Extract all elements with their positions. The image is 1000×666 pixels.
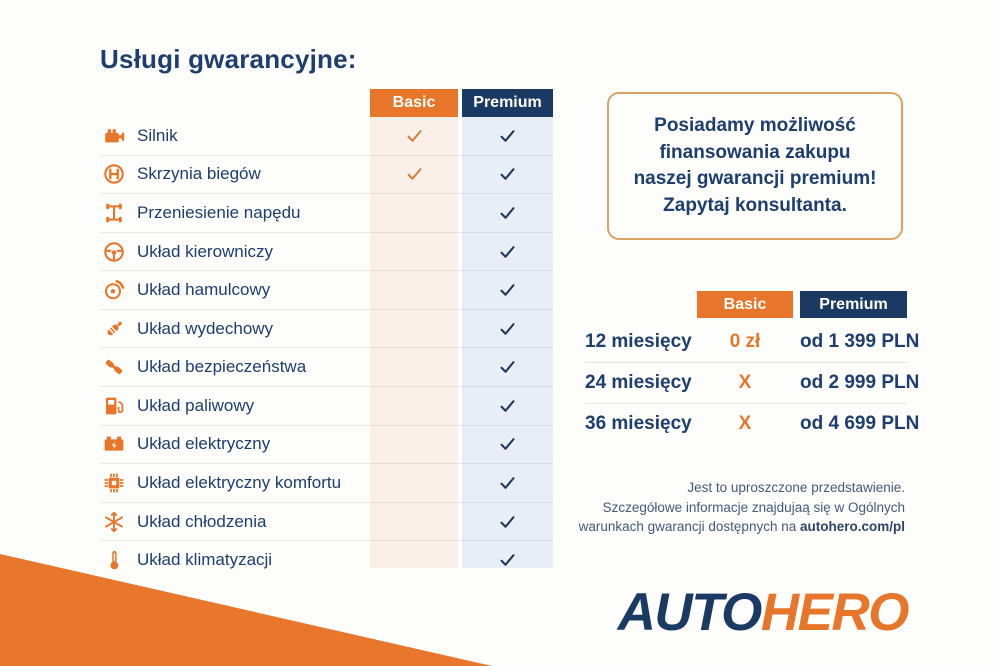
service-label: Układ klimatyzacji — [137, 550, 273, 570]
financing-promo-box — [607, 92, 903, 240]
premium-check-cell — [462, 358, 553, 377]
promo-line: Posiadamy możliwość — [654, 115, 856, 136]
table-row — [100, 310, 553, 349]
pricing-period: 12 miesięcy — [585, 331, 692, 352]
footer-line: Szczegółowe informacje znajdujaą się w Ogólnych — [602, 499, 905, 515]
footer-line: Jest to uproszczone przedstawienie. — [687, 480, 905, 495]
table-row — [100, 194, 553, 233]
steering-wheel-icon — [102, 240, 126, 264]
page-title: Usługi gwarancyjne: — [100, 44, 357, 74]
autohero-url: autohero.com/pl — [799, 519, 905, 534]
service-label: Układ hamulcowy — [137, 280, 271, 300]
premium-check-cell — [462, 126, 553, 145]
table-row — [100, 426, 553, 465]
drivetrain-icon — [102, 201, 126, 225]
service-label: Układ chłodzenia — [137, 511, 267, 531]
pricing-header-row — [585, 291, 907, 318]
service-label: Skrzynia biegów — [137, 164, 261, 184]
table-row — [100, 387, 553, 426]
pricing-premium-value: od 4 699 PLN — [800, 413, 920, 434]
pricing-row — [585, 362, 920, 403]
premium-check-cell — [462, 203, 553, 222]
brake-disc-icon — [102, 278, 126, 302]
pricing-period: 36 miesięcy — [585, 413, 692, 434]
premium-check-cell — [462, 165, 553, 184]
premium-check-cell — [462, 242, 553, 261]
basic-check-cell — [370, 126, 458, 145]
footer-line: warunkach gwarancji dostępnych na autohero.com/pl — [578, 519, 905, 534]
table-row — [100, 271, 553, 310]
thermometer-icon — [102, 548, 126, 572]
table-row — [100, 464, 553, 503]
table-row — [100, 541, 553, 579]
pricing-row — [585, 322, 920, 362]
column-header-basic: Basic — [370, 89, 458, 117]
table-row — [100, 348, 553, 387]
premium-check-cell — [462, 473, 553, 492]
service-label: Układ kierowniczy — [137, 241, 274, 261]
table-row — [100, 503, 553, 542]
service-label: Przeniesienie napędu — [137, 202, 301, 222]
table-row — [100, 117, 553, 156]
service-label: Silnik — [137, 125, 178, 145]
premium-check-cell — [462, 319, 553, 338]
pricing-premium-value: od 2 999 PLN — [800, 372, 920, 393]
promo-line: Zapytaj konsultanta. — [663, 194, 847, 216]
promo-line: finansowania zakupu — [659, 141, 851, 163]
battery-icon — [102, 432, 126, 456]
engine-icon — [102, 124, 126, 148]
pricing-basic-value: X — [738, 372, 752, 393]
service-label: Układ bezpieczeństwa — [137, 357, 307, 377]
pricing-basic-value: X — [738, 413, 752, 434]
fuel-pump-icon — [102, 394, 126, 418]
service-label: Układ elektryczny komfortu — [137, 472, 342, 492]
column-header-premium: Premium — [462, 89, 553, 117]
autohero-logo — [618, 582, 908, 643]
service-label: Układ elektryczny — [137, 434, 271, 454]
services-table — [100, 89, 553, 568]
table-row — [100, 233, 553, 272]
pricing-period: 24 miesięcy — [585, 372, 692, 393]
footer-note — [579, 478, 905, 537]
basic-check-cell — [370, 165, 458, 184]
service-label: Układ paliwowy — [137, 395, 255, 415]
premium-check-cell — [462, 435, 553, 454]
pricing-header-premium: Premium — [800, 291, 907, 318]
exhaust-icon — [102, 317, 126, 341]
chip-icon — [102, 471, 126, 495]
logo-hero-part: HERO — [760, 583, 908, 642]
table-row — [100, 156, 553, 195]
premium-check-cell — [462, 281, 553, 300]
pricing-rows — [585, 322, 920, 444]
pricing-basic-value: 0 zł — [729, 331, 761, 352]
promo-line: naszej gwarancji premium! — [633, 168, 877, 189]
service-label: Układ wydechowy — [137, 318, 274, 338]
pricing-premium-value: od 1 399 PLN — [800, 331, 920, 352]
logo-auto-part: AUTO — [617, 583, 761, 642]
premium-check-cell — [462, 551, 553, 570]
pricing-table — [585, 291, 920, 444]
premium-check-cell — [462, 396, 553, 415]
pricing-header-basic: Basic — [697, 291, 793, 318]
gearbox-icon — [102, 162, 126, 186]
pricing-row — [585, 403, 920, 444]
snowflake-icon — [102, 510, 126, 534]
premium-check-cell — [462, 512, 553, 531]
service-rows — [100, 117, 553, 579]
seatbelt-icon — [102, 355, 126, 379]
